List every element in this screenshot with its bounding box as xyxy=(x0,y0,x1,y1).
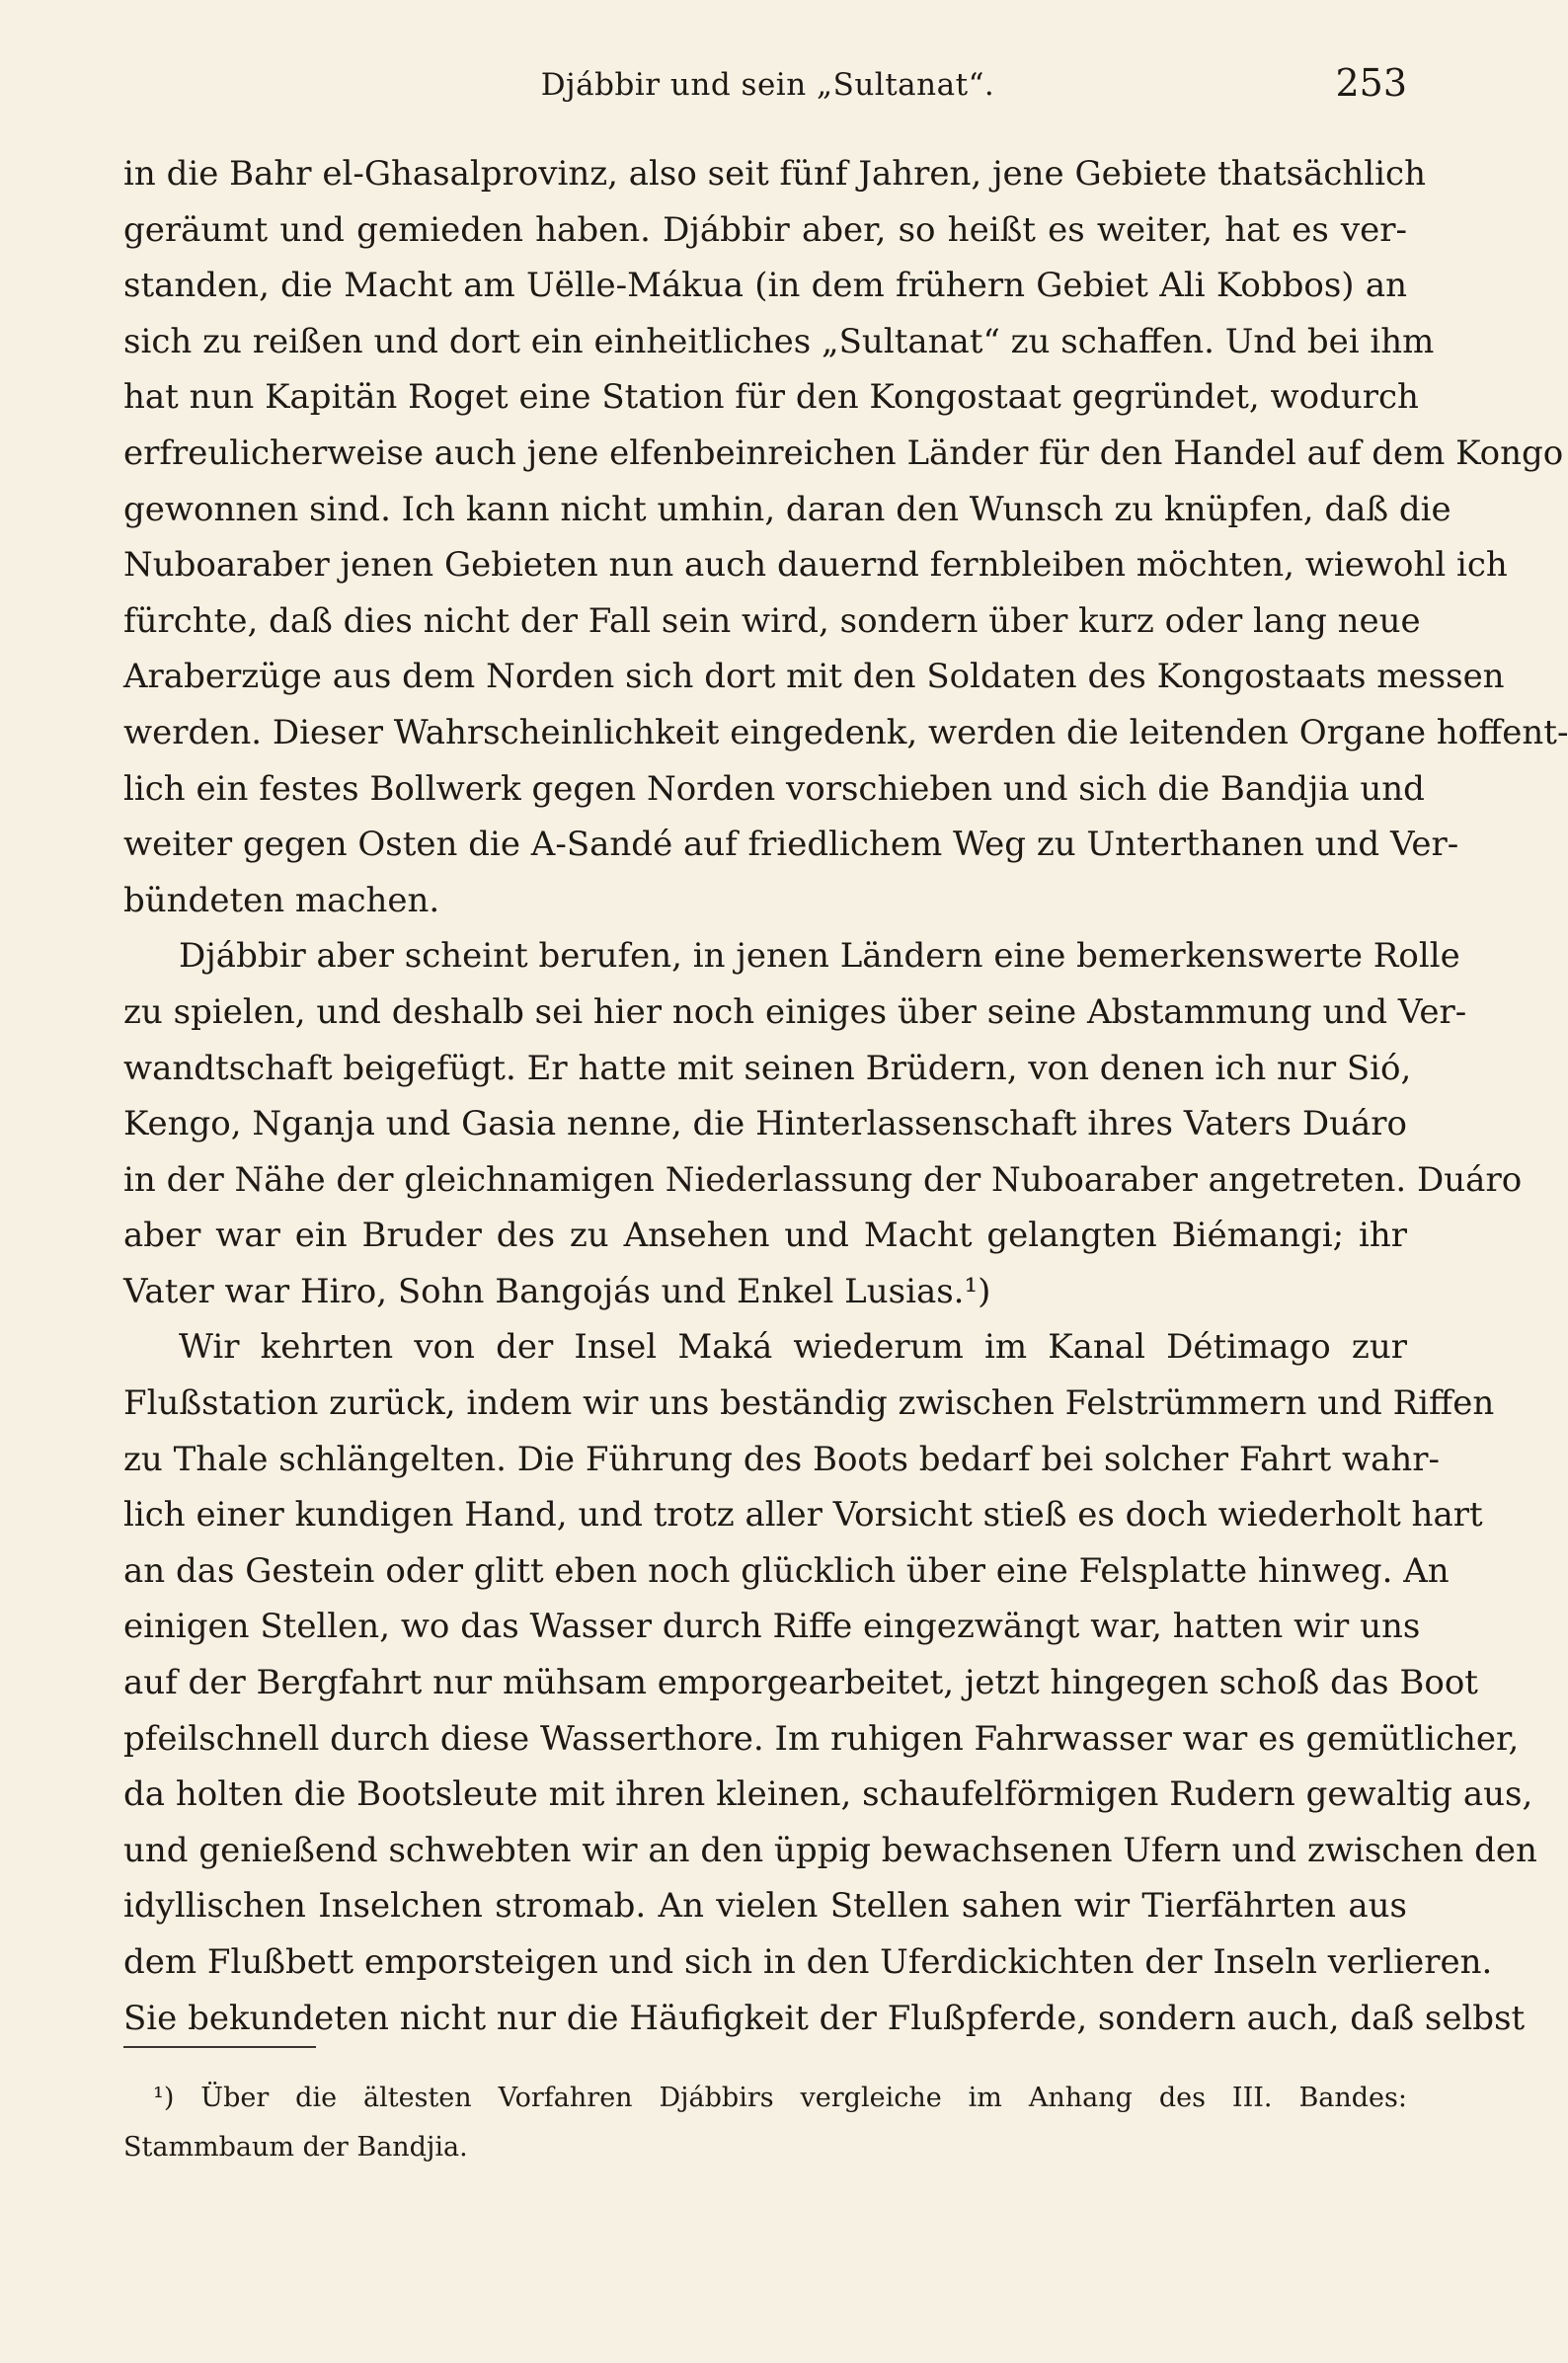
text-line: fürchte, daß dies nicht der Fall sein wird, sondern über kurz oder lang neue xyxy=(123,600,1421,641)
text-line: hat nun Kapitän Roget eine Station für den Kongostaat gegründet, wodurch xyxy=(123,377,1419,418)
text-line: lich einer kundigen Hand, und trotz aller Vorsicht stieß es doch wiederholt hart xyxy=(123,1495,1483,1536)
text-line: bündeten machen. xyxy=(123,880,440,920)
footnote-line: Stammbaum der Bandjia. xyxy=(123,2132,468,2163)
text-line: aber war ein Bruder des zu Ansehen und Macht gelangten Biémangi; ihr xyxy=(123,1216,1407,1256)
text-line: gewonnen sind. Ich kann nicht umhin, daran den Wunsch zu knüpfen, daß die xyxy=(123,489,1451,529)
footnote-line: ¹) Über die ältesten Vorfahren Djábbirs vergleiche im Anhang des III. Bandes: xyxy=(153,2083,1407,2113)
text-line: wandtschaft beigefügt. Er hatte mit seinen Brüdern, von denen ich nur Sió, xyxy=(123,1048,1412,1088)
running-head: Djábbir und sein „Sultanat“. xyxy=(540,67,995,103)
text-line: Kengo, Nganja und Gasia nenne, die Hinterlassenschaft ihres Vaters Duáro xyxy=(123,1104,1407,1144)
text-line: Flußstation zurück, indem wir uns beständig zwischen Felstrümmern und Riffen xyxy=(123,1383,1495,1424)
text-line: pfeilschnell durch diese Wasserthore. Im ruhigen Fahrwasser war es gemütlicher, xyxy=(123,1718,1520,1759)
text-line: Djábbir aber scheint berufen, in jenen Ländern eine bemerkenswerte Rolle xyxy=(179,936,1460,977)
text-line: werden. Dieser Wahrscheinlichkeit eingedenk, werden die leitenden Organe hoffent- xyxy=(123,712,1568,752)
text-line: Sie bekundeten nicht nur die Häufigkeit der Flußpferde, sondern auch, daß selbst xyxy=(123,1998,1526,2038)
text-line: Nuboaraber jenen Gebieten nun auch dauernd fernbleiben möchten, wiewohl ich xyxy=(123,545,1508,586)
text-line: Wir kehrten von der Insel Maká wiederum im Kanal Détimago zur xyxy=(179,1327,1407,1368)
text-line: auf der Bergfahrt nur mühsam emporgearbeitet, jetzt hingegen schoß das Boot xyxy=(123,1663,1478,1703)
footnote-divider xyxy=(123,2046,316,2048)
text-line: Vater war Hiro, Sohn Bangojás und Enkel Lusias.¹) xyxy=(123,1271,991,1311)
text-line: in die Bahr el-Ghasalprovinz, also seit fünf Jahren, jene Gebiete thatsächlich xyxy=(123,154,1426,194)
page-number: 253 xyxy=(1335,61,1407,105)
text-line: dem Flußbett emporsteigen und sich in den Uferdickichten der Inseln verlieren. xyxy=(123,1942,1493,1982)
text-line: standen, die Macht am Uëlle-Mákua (in dem frühern Gebiet Ali Kobbos) an xyxy=(123,266,1407,306)
page-header xyxy=(128,61,1407,120)
text-line: und genießend schwebten wir an den üppig bewachsenen Ufern und zwischen den xyxy=(123,1830,1537,1870)
text-line: an das Gestein oder glitt eben noch glücklich über eine Felsplatte hinweg. An xyxy=(123,1550,1450,1591)
text-line: geräumt und gemieden haben. Djábbir aber, so heißt es weiter, hat es ver- xyxy=(123,209,1407,250)
text-line: erfreulicherweise auch jene elfenbeinreichen Länder für den Handel auf dem Kongo xyxy=(123,433,1564,473)
text-line: weiter gegen Osten die A-Sandé auf friedlichem Weg zu Unterthanen und Ver- xyxy=(123,825,1459,865)
text-line: da holten die Bootsleute mit ihren kleinen, schaufelförmigen Rudern gewaltig aus, xyxy=(123,1774,1533,1815)
text-line: idyllischen Inselchen stromab. An vielen Stellen sahen wir Tierfährten aus xyxy=(123,1886,1407,1927)
text-line: zu Thale schlängelten. Die Führung des Boots bedarf bei solcher Fahrt wahr- xyxy=(123,1439,1441,1479)
text-line: in der Nähe der gleichnamigen Niederlassung der Nuboaraber angetreten. Duáro xyxy=(123,1159,1523,1200)
text-line: einigen Stellen, wo das Wasser durch Riffe eingezwängt war, hatten wir uns xyxy=(123,1607,1421,1647)
text-line: Araberzüge aus dem Norden sich dort mit den Soldaten des Kongostaats messen xyxy=(123,657,1505,697)
footnotes xyxy=(123,2074,1407,2172)
body-text xyxy=(123,146,1568,2046)
text-line: sich zu reißen und dort ein einheitliches „Sultanat“ zu schaffen. Und bei ihm xyxy=(123,321,1435,361)
text-line: zu spielen, und deshalb sei hier noch einiges über seine Abstammung und Ver- xyxy=(123,991,1467,1032)
text-line: lich ein festes Bollwerk gegen Norden vorschieben und sich die Bandjia und xyxy=(123,768,1425,809)
